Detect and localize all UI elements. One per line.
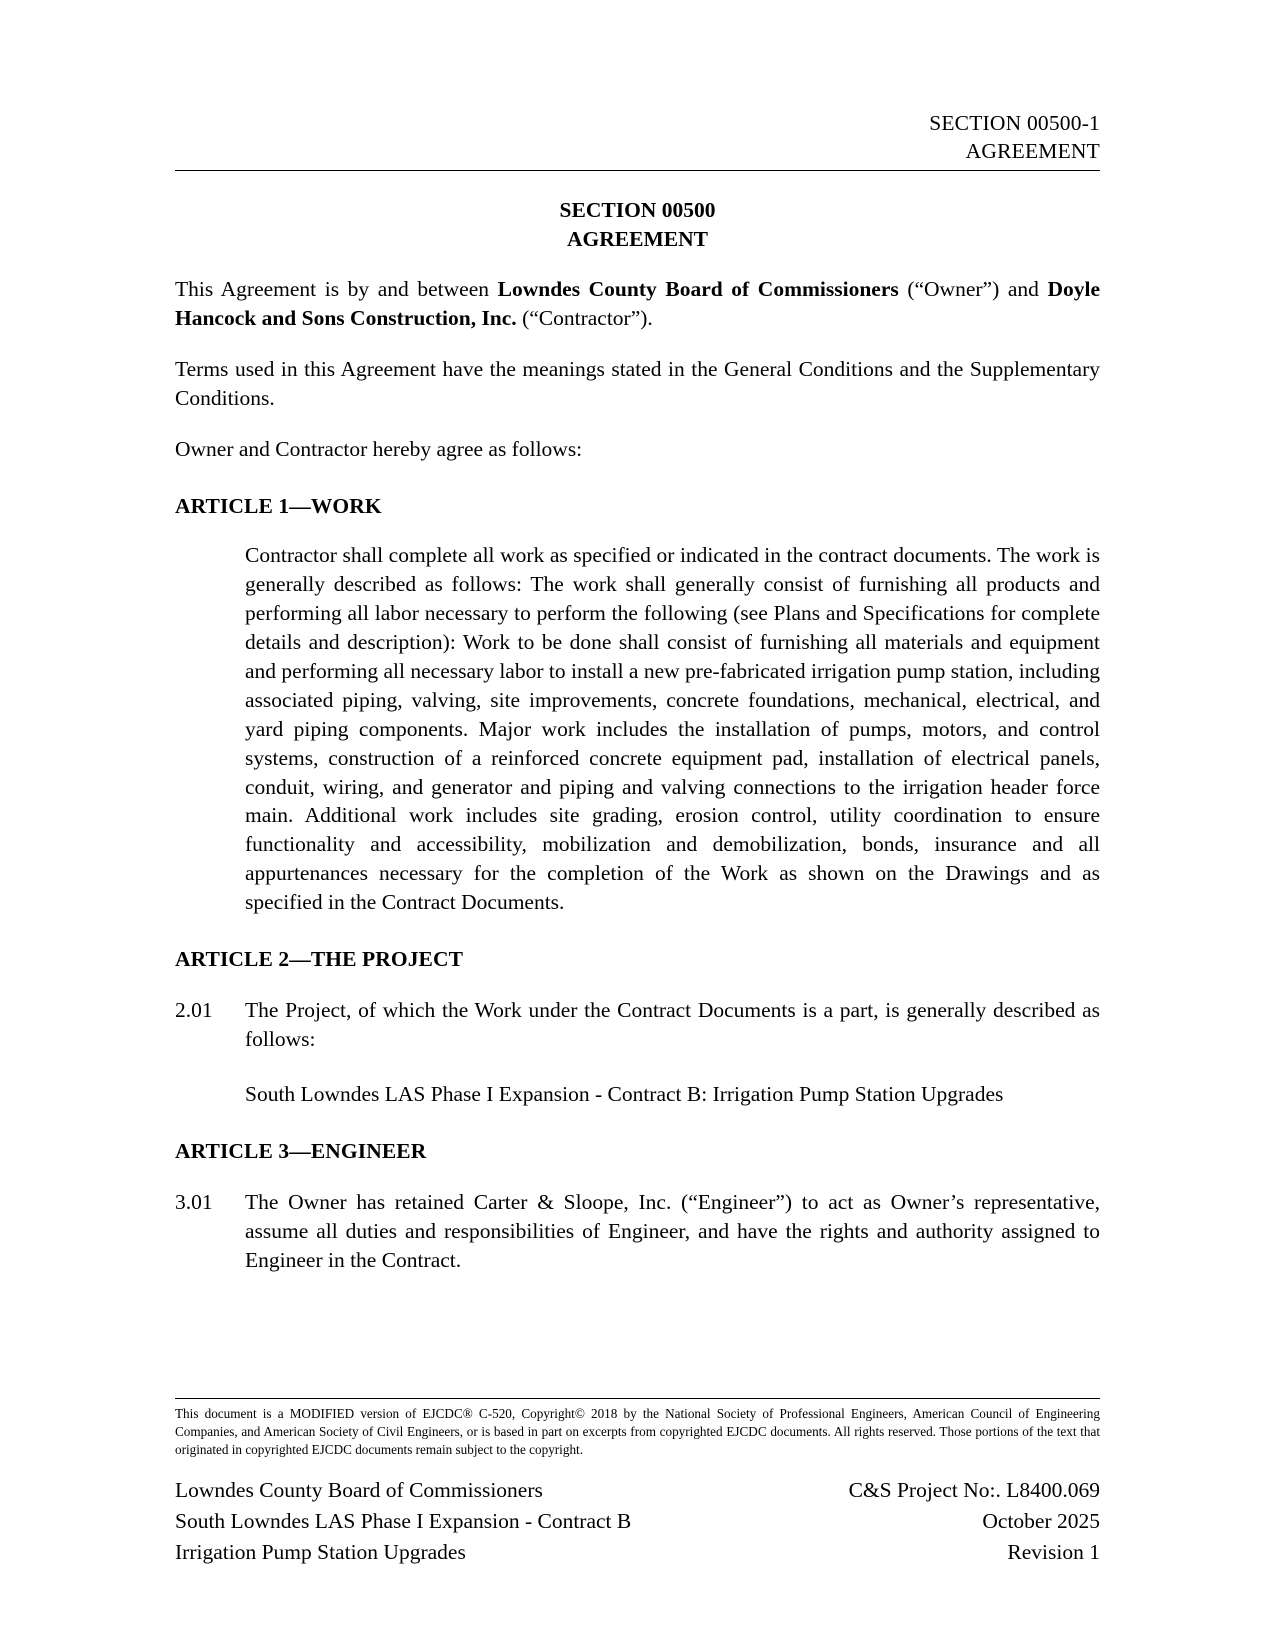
footer-subproject-line: Irrigation Pump Station Upgrades (175, 1539, 466, 1564)
title-section-name: AGREEMENT (567, 226, 708, 251)
contractor-name: Doyle Hancock and Sons Construction, Inc. (175, 277, 1101, 331)
terms-paragraph: Terms used in this Agreement have the meanings stated in the General Conditions and the Supplementary Conditions. (175, 357, 1100, 411)
clause-3-01-text: The Owner has retained Carter & Sloope, Inc. (“Engineer”) to act as Owner’s representative, assume all duties and responsibilities of Engineer, and have the rights and authority assigned to Engineer in the Contract. (245, 1190, 1100, 1273)
article-1-heading: ARTICLE 1—WORK (175, 494, 382, 519)
clause-3-01 (175, 1188, 1100, 1275)
header-divider (175, 170, 1100, 171)
owner-name: Lowndes County Board of Commissioners (497, 277, 899, 302)
article-2-heading: ARTICLE 2—THE PROJECT (175, 947, 464, 972)
parties-text-b: (“Owner”) and (898, 277, 1048, 302)
footer-divider (175, 1398, 1100, 1399)
agree-as-follows-paragraph: Owner and Contractor hereby agree as follows: (175, 437, 583, 462)
footer-date: October 2025 (982, 1509, 1100, 1534)
title-section-number: SECTION 00500 (559, 198, 716, 223)
footer-owner-line: Lowndes County Board of Commissioners (175, 1478, 543, 1503)
footer-right-block (849, 1475, 1100, 1567)
project-name-line: South Lowndes LAS Phase I Expansion - Contract B: Irrigation Pump Station Upgrades (245, 1082, 1004, 1107)
agreement-parties-paragraph (175, 275, 1100, 333)
article-3-heading: ARTICLE 3—ENGINEER (175, 1139, 427, 1164)
clause-2-01-text: The Project, of which the Work under the Contract Documents is a part, is generally described as follows: (245, 998, 1100, 1052)
page-content (175, 110, 1100, 1275)
copyright-footnote: This document is a MODIFIED version of EJCDC® C-520, Copyright© 2018 by the National Society of Professional Engineers, American Council of Engineering Companies, and American Society of Civil Engineers, or is based in part on excerpts from copyrighted EJCDC documents. All rights reserved. Those portions of the text that originated in copyrighted EJCDC documents remain subject to the copyright. (175, 1406, 1100, 1457)
page-title (175, 196, 1100, 253)
footer-revision: Revision 1 (1007, 1539, 1100, 1564)
running-header (175, 110, 1100, 165)
clause-3-01-number: 3.01 (175, 1190, 213, 1215)
page-footer (175, 1398, 1100, 1568)
header-section-number: SECTION 00500-1 (929, 111, 1100, 135)
parties-text-a: This Agreement is by and between (175, 277, 498, 302)
header-section-subject: AGREEMENT (965, 138, 1100, 163)
article-1-body: Contractor shall complete all work as specified or indicated in the contract documents. The work is generally described as follows: The work shall generally consist of furnishing all products and performing all labor necessary to perform the following (see Plans and Specifications for complete details and description): Work to be done shall consist of furnishing all materials and equipment and performing all necessary labor to install a new pre-fabricated irrigation pump station, including associated piping, valving, site improvements, concrete foundations, mechanical, electrical, and yard piping components. Major work includes the installation of pumps, motors, and control systems, construction of a reinforced concrete equipment pad, installation of electrical panels, conduit, wiring, and generator and piping and valving connections to the irrigation header force main. Additional work includes site grading, erosion control, utility coordination to ensure functionality and accessibility, mobilization and demobilization, bonds, insurance and all appurtenances necessary for the completion of the Work as shown on the Drawings and as specified in the Contract Documents. (245, 543, 1100, 915)
clause-2-01 (175, 996, 1100, 1054)
clause-2-01-number: 2.01 (175, 998, 213, 1023)
footer-left-block (175, 1475, 631, 1567)
parties-text-c: (“Contractor”). (516, 306, 653, 331)
footer-project-line: South Lowndes LAS Phase I Expansion - Contract B (175, 1509, 632, 1534)
footer-project-number: C&S Project No:. L8400.069 (848, 1478, 1100, 1503)
footer-columns (175, 1475, 1100, 1567)
